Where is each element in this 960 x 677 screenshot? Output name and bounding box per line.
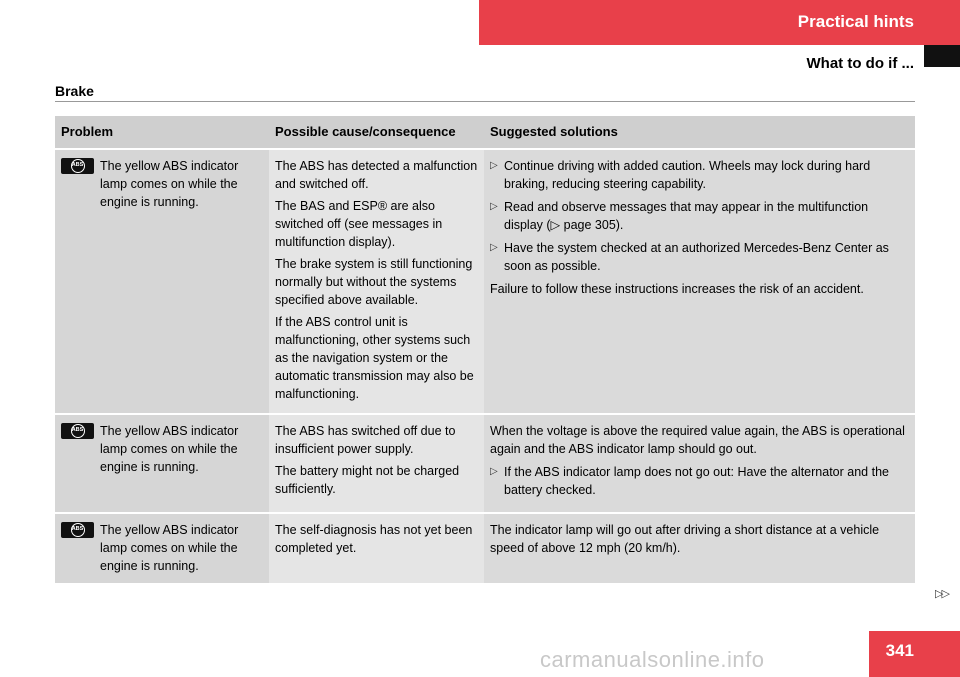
table-header-row [55,116,915,148]
problem-cell [55,413,269,512]
header-tab-marker [924,45,960,67]
cause-cell [269,148,484,413]
abs-indicator-icon [61,423,94,439]
section-divider [55,101,915,102]
header-subsection-title: What to do if ... [806,55,914,72]
section-title: Brake [55,83,94,99]
problem-text: The yellow ABS indicator lamp comes on while the engine is running. [100,523,239,573]
watermark: carmanualsonline.info [540,647,765,672]
cause-paragraph: The brake system is still functioning normally but without the systems specified above available. [275,257,473,307]
problem-content [61,157,263,211]
problem-cell [55,512,269,583]
cause-cell [269,512,484,583]
page-number: 341 [885,641,914,660]
cause-paragraph: The ABS has switched off due to insufficient power supply. [275,424,456,456]
table-row [55,148,915,413]
problem-content [61,422,263,476]
solution-bullet: ▷ Read and observe messages that may appear in the multifunction display (▷ page 305). [490,198,909,234]
table-row [55,512,915,583]
column-header-solutions: Suggested solutions [484,116,915,148]
cause-cell [269,413,484,512]
continue-marker: ▷▷ [935,588,948,600]
solution-cell [484,413,915,512]
solution-intro: When the voltage is above the required value again, the ABS is operational again and the ABS indicator lamp should go out. [490,424,905,456]
solution-bullet: ▷ Have the system checked at an authorized Mercedes-Benz Center as soon as possible. [490,239,909,275]
cause-paragraph: The battery might not be charged sufficiently. [275,464,460,496]
cause-paragraph: The BAS and ESP® are also switched off (see messages in multifunction display). [275,199,443,249]
problem-text: The yellow ABS indicator lamp comes on while the engine is running. [100,159,239,209]
table-row [55,413,915,512]
cause-paragraph: The ABS has detected a malfunction and switched off. [275,159,478,191]
problem-cell [55,148,269,413]
header-section-title: Practical hints [797,12,914,31]
solution-cell [484,148,915,413]
abs-icon-label: ABS [71,523,85,537]
header-banner [479,0,960,45]
page-number-box [869,631,960,677]
problem-content [61,521,263,575]
column-header-problem: Problem [55,116,269,148]
problem-text: The yellow ABS indicator lamp comes on while the engine is running. [100,424,239,474]
solution-bullet: ▷ Continue driving with added caution. Wheels may lock during hard braking, reducing steering capability. [490,157,909,193]
abs-icon-label: ABS [71,424,85,438]
solution-bullet: ▷ If the ABS indicator lamp does not go out: Have the alternator and the battery checked. [490,463,909,499]
cause-paragraph: If the ABS control unit is malfunctioning, other systems such as the navigation system or the automatic transmission may also be malfunctioning. [275,315,474,401]
solution-warning: Failure to follow these instructions increases the risk of an accident. [490,282,864,296]
abs-indicator-icon [61,158,94,174]
abs-icon-label: ABS [71,159,85,173]
abs-indicator-icon [61,522,94,538]
solution-cell [484,512,915,583]
cause-paragraph: The self-diagnosis has not yet been completed yet. [275,523,473,555]
brake-table [55,116,915,583]
solution-intro: The indicator lamp will go out after driving a short distance at a vehicle speed of above 12 mph (20 km/h). [490,523,880,555]
column-header-cause: Possible cause/consequence [269,116,484,148]
